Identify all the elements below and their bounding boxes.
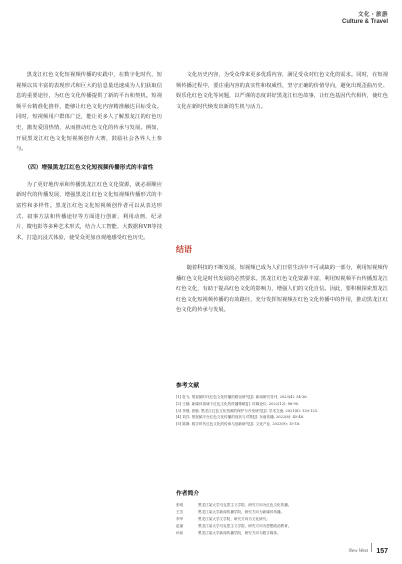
- author-row: [176, 516, 388, 523]
- author-row: [176, 530, 388, 537]
- authors-title: 作者简介: [176, 491, 200, 497]
- header-category-cn: 文化・旅游: [357, 12, 388, 18]
- author-desc: 黑龙江某大学文学院，研究方向为文化研究。: [198, 517, 270, 521]
- author-name: 张明: [176, 503, 184, 507]
- page-number: 157: [376, 548, 388, 555]
- author-name: 王芳: [176, 510, 184, 514]
- author-desc: 黑龙江某大学马克思主义学院，研究方向为红色文化传播。: [198, 503, 292, 507]
- author-desc: 黑龙江某大学新闻传播学院，研究方向为新媒体传播。: [198, 510, 285, 514]
- author-row: [176, 523, 388, 530]
- reference-item: [3] 李强, 张敏. 黑龙江红色文化资源的保护与开发研究[J]. 学术交流, 2021(8): 120-125.: [176, 408, 319, 413]
- author-desc: 黑龙江某大学马克思主义学院，研究方向为思想政治教育。: [198, 524, 292, 528]
- author-name: 孙伟: [176, 531, 184, 535]
- left-paragraph-1: 黑龙江红色文化短视频传播的实践中，在数字化时代，短视频以其丰富的表现形式和巨大的信息量迅速成为人们获取信息的重要途径，为红色文化传播提供了新的平台和契机。短视频平台精准化推荐，能够让红色文化内容精准触达目标受众。同时，短视频用户群体广泛，能让更多人了解黑龙江的红色历史，激发爱国热情，从而推动红色文化的传承与发展。例如，开展黑龙江红色文化短视频创作大赛，鼓励社会各界人士参与。: [16, 72, 162, 153]
- references-list: [176, 394, 388, 428]
- left-column: [16, 70, 162, 550]
- author-row: [176, 509, 388, 516]
- section-heading: （四）增强黑龙江红色文化短视频传播形式的丰富性: [24, 164, 154, 171]
- left-paragraph-2: 为了更好地传承和传播黑龙江红色文化资源，就必须顺应新时代的传播发展，增强黑龙江红色文化短视频传播形式的丰富性和多样性。黑龙江红色文化短视频创作者可以从表达形式、叙事方法和传播途径等方面进行创新，利用动画、纪录片、微电影等多种艺术形式，结合人工智能、大数据和VR等技术，打造沉浸式体验，使受众更加直观地感受红色历史。: [16, 181, 162, 241]
- reference-item: [4] 刘洋. 短视频平台红色文化传播的现状与对策[J]. 东南传播, 2022(6): 45-48.: [176, 415, 305, 420]
- author-name: 李华: [176, 517, 184, 521]
- right-top-paragraph: 文化历史内容，为受众带来更多优质内容，满足受众对红色文化的需求。同时，在短视频传播过程中，要注重内容的真实性和权威性，坚守正确的价值导向，避免出现歪曲历史、娱乐化红色文化等问题，以严谨的态度讲好黑龙江红色故事，让红色基因代代相传，使红色文化在新时代焕发出新的生机与活力。: [176, 72, 388, 110]
- references-title: 参考文献: [176, 383, 200, 389]
- conclusion-body: [176, 263, 388, 375]
- footer-journal-name: New West: [348, 549, 368, 554]
- right-top-column: [176, 70, 388, 230]
- author-row: [176, 502, 388, 509]
- reference-item: [2] 王娜. 新媒体视域下红色文化的传播策略[J]. 传媒论坛, 2022(12): 88-90.: [176, 401, 300, 406]
- conclusion-paragraph: 随着科技的不断发展，短视频已成为人们日常生活中不可或缺的一部分，利用短视频传播红色文化是时代发展的必然要求。黑龙江红色文化资源丰富，利用短视频平台传播黑龙江红色文化，有助于提高红色文化的影响力，增强人们的文化自信。因此，要积极探索黑龙江红色文化短视频传播的有效路径，充分发挥短视频在红色文化传播中的作用，推动黑龙江红色文化的传承与发展。: [176, 265, 388, 314]
- conclusion-title: 结语: [176, 245, 192, 254]
- footer-divider: [371, 543, 372, 552]
- reference-item: [5] 陈静. 数字时代红色文化的传承与创新研究[J]. 文化产业, 2023(9): 15-18.: [176, 422, 301, 427]
- header-category-en: Culture & Travel: [341, 19, 388, 25]
- author-name: 赵丽: [176, 524, 184, 528]
- authors-list: [176, 502, 388, 537]
- reference-item: [1] 杜飞. 短视频时代红色文化传播的路径研究[J]. 新闻研究导刊, 2023(4): 34-36.: [176, 395, 308, 399]
- author-desc: 黑龙江某大学新闻传播学院，研究方向为数字媒体。: [198, 531, 281, 535]
